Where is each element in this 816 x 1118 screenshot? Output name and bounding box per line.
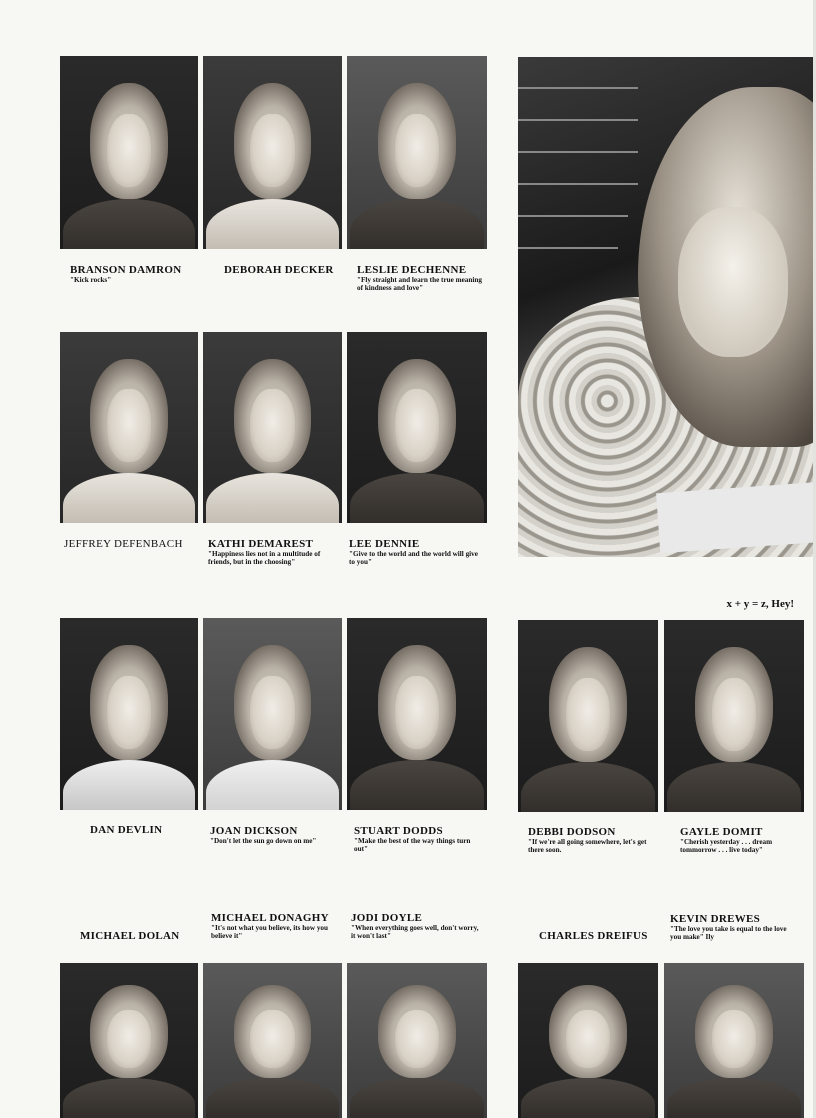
student-quote: "Don't let the sun go down on me" <box>210 837 317 845</box>
portrait-stuart-dodds <box>347 618 487 810</box>
student-quote: "Give to the world and the world will give to you" <box>349 550 478 567</box>
feature-photo <box>518 57 816 557</box>
student-quote: "When everything goes well, don't worry, it won't last" <box>351 924 479 941</box>
portrait-jeffrey-defenbach <box>60 332 198 523</box>
student-name: CHARLES DREIFUS <box>539 930 648 942</box>
student-name: JEFFREY DEFENBACH <box>64 538 183 550</box>
portrait-charles-dreifus <box>518 963 658 1118</box>
student-name: JODI DOYLE <box>351 912 423 924</box>
portrait-debbi-dodson <box>518 620 658 812</box>
portrait-lee-dennie <box>347 332 487 523</box>
student-quote: "It's not what you believe, its how you believe it" <box>211 924 329 941</box>
student-name: GAYLE DOMIT <box>680 826 763 838</box>
portrait-kevin-drewes <box>664 963 804 1118</box>
student-name: DEBBI DODSON <box>528 826 616 838</box>
portrait-leslie-dechenne <box>347 56 487 249</box>
student-quote: "Cherish yesterday . . . dream tommorrow . . . live today" <box>680 838 773 855</box>
student-name: LEE DENNIE <box>349 538 420 550</box>
portrait-kathi-demarest <box>203 332 342 523</box>
student-name: MICHAEL DOLAN <box>80 930 180 942</box>
student-quote: "Kick rocks" <box>70 276 112 284</box>
student-name: JOAN DICKSON <box>210 825 298 837</box>
student-quote: "Fly straight and learn the true meaning of kindness and love" <box>357 276 482 293</box>
student-name: STUART DODDS <box>354 825 443 837</box>
portrait-michael-donaghy <box>203 963 342 1118</box>
student-name: DEBORAH DECKER <box>224 264 334 276</box>
portrait-dan-devlin <box>60 618 198 810</box>
student-quote: "If we're all going somewhere, let's get there soon. <box>528 838 647 855</box>
student-name: KEVIN DREWES <box>670 913 761 925</box>
student-quote: "Happiness lies not in a multitude of friends, but in the choosing" <box>208 550 321 567</box>
student-name: LESLIE DECHENNE <box>357 264 467 276</box>
portrait-jodi-doyle <box>347 963 487 1118</box>
portrait-deborah-decker <box>203 56 342 249</box>
student-quote: "Make the best of the way things turn out" <box>354 837 471 854</box>
feature-photo-caption: x + y = z, Hey! <box>726 598 794 610</box>
student-name: BRANSON DAMRON <box>70 264 182 276</box>
portrait-branson-damron <box>60 56 198 249</box>
portrait-joan-dickson <box>203 618 342 810</box>
student-name: MICHAEL DONAGHY <box>211 912 329 924</box>
student-name: KATHI DEMAREST <box>208 538 314 550</box>
portrait-gayle-domit <box>664 620 804 812</box>
portrait-michael-dolan <box>60 963 198 1118</box>
student-quote: "The love you take is equal to the love you make" Ily <box>670 925 787 942</box>
student-name: DAN DEVLIN <box>90 824 163 836</box>
